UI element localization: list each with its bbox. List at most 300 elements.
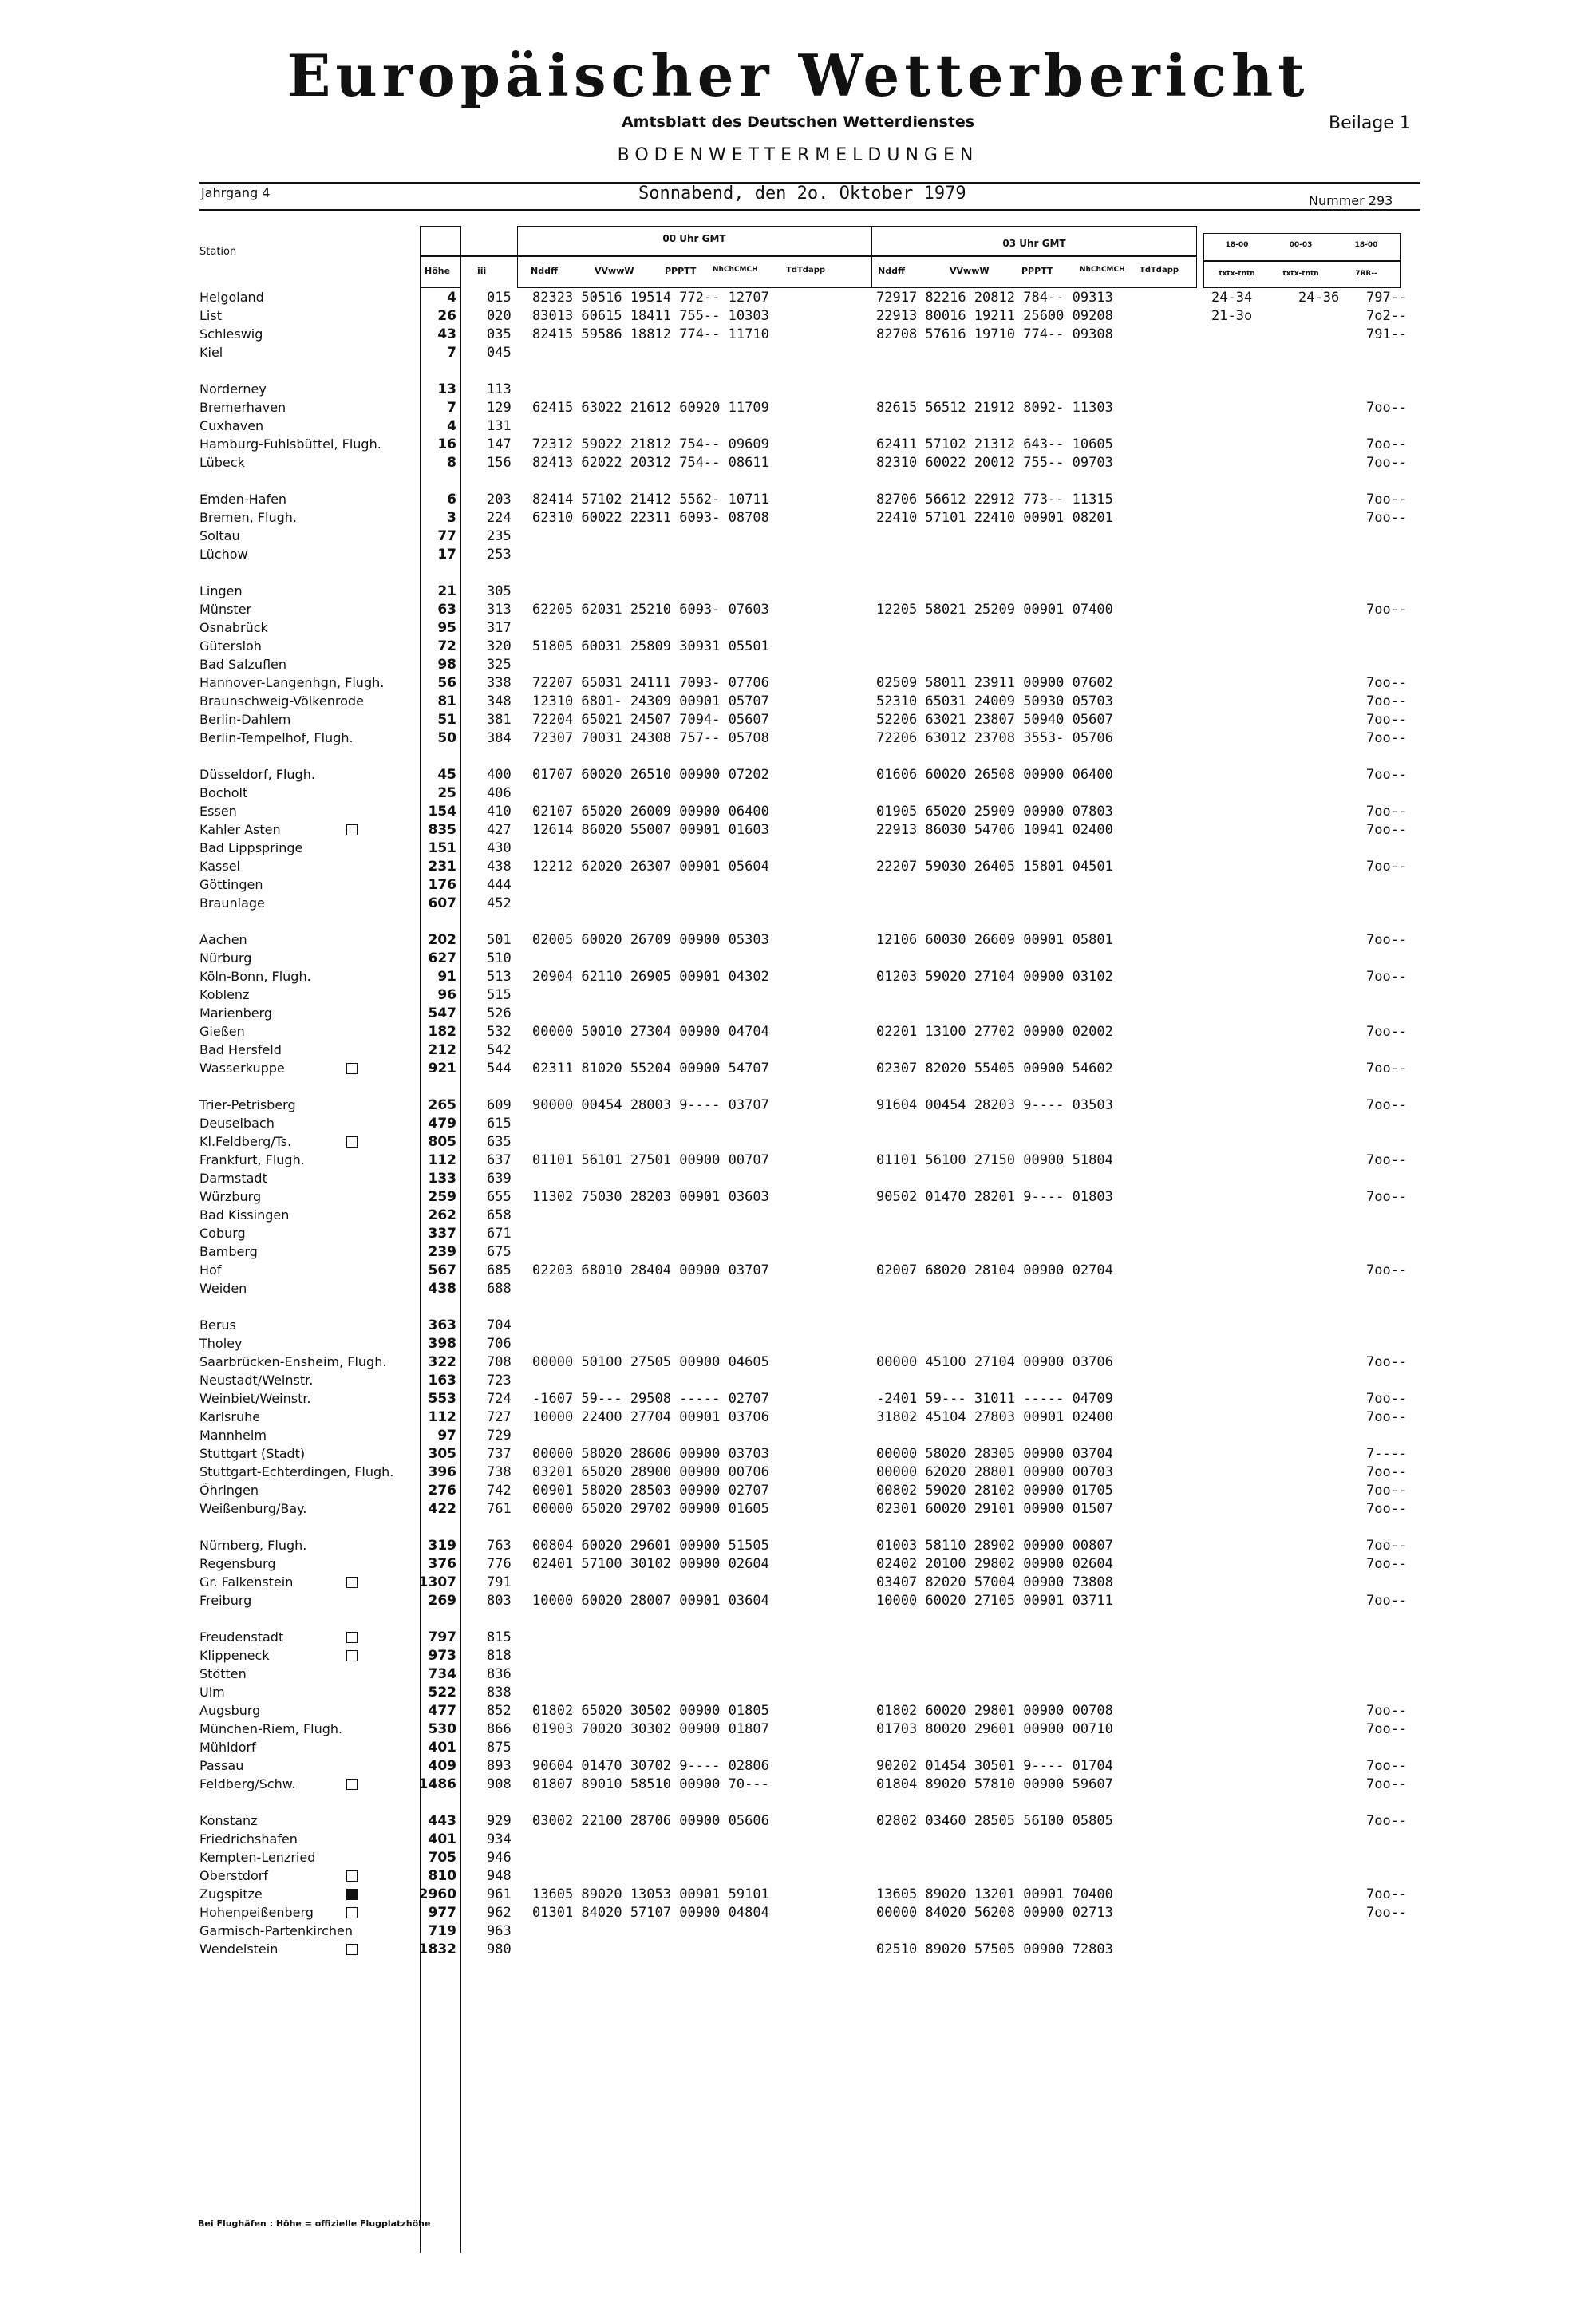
station-code: 430 [487,840,512,856]
station-height: 734 [428,1666,456,1682]
station-height: 231 [428,859,456,875]
station-height: 977 [428,1905,456,1921]
station-code: 317 [487,620,512,636]
issue-number: Nummer 293 [1309,193,1393,208]
station-code: 113 [487,381,512,397]
obs-03utc: 03407 82020 57004 00900 73808 [876,1574,1113,1590]
station-code: 962 [487,1905,512,1921]
obs-03utc: 01804 89020 57810 00900 59607 [876,1776,1113,1792]
obs-00utc: 90000 00454 28003 9---- 03707 [532,1097,769,1113]
station-height: 133 [428,1171,456,1187]
station-height: 530 [428,1721,456,1737]
station-code: 544 [487,1061,512,1076]
station-height: 607 [428,895,456,911]
station-height: 13 [437,381,456,397]
station-code: 893 [487,1758,512,1774]
obs-03utc: 90202 01454 30501 9---- 01704 [876,1758,1113,1774]
station-code: 381 [487,712,512,728]
extra-precip: 7oo-- [1366,436,1408,452]
extra-precip: 7oo-- [1366,1703,1408,1719]
obs-03utc: 12106 60030 26609 00901 05801 [876,932,1113,948]
obs-03utc: 72206 63012 23708 3553- 05706 [876,730,1113,746]
station-code: 727 [487,1409,512,1425]
obs-00utc: 82413 62022 20312 754-- 08611 [532,455,769,471]
station-height: 8 [447,455,456,471]
station-height: 547 [428,1005,456,1021]
station-code: 235 [487,528,512,544]
station-height: 81 [437,693,456,709]
station-name: Stuttgart (Stadt) [200,1446,306,1461]
station-height: 212 [428,1042,456,1058]
obs-03utc: 01203 59020 27104 00900 03102 [876,969,1113,985]
g2-col-pppt: PPPTT [1021,266,1053,276]
station-code: 803 [487,1593,512,1609]
station-name: Tholey [200,1336,243,1351]
station-height: 835 [428,822,456,838]
station-height: 1832 [418,1942,456,1957]
obs-00utc: 12212 62020 26307 00901 05604 [532,859,769,875]
obs-03utc: 82706 56612 22912 773-- 11315 [876,492,1113,508]
open-square-icon [346,1907,358,1918]
header-inner-rule [420,255,1197,257]
extra-precip: 7oo-- [1366,1464,1408,1480]
g2-col-vvwww: VVwwW [950,266,990,276]
station-code: 253 [487,547,512,563]
extra-precip: 7oo-- [1366,1556,1408,1572]
station-code: 406 [487,785,512,801]
station-name: Konstanz [200,1813,258,1828]
obs-00utc: 00000 50100 27505 00900 04605 [532,1354,769,1370]
station-code: 946 [487,1850,512,1866]
station-height: 91 [437,969,456,985]
extra-precip: 797-- [1366,290,1408,306]
station-code: 655 [487,1189,512,1205]
obs-03utc: 01606 60020 26508 00900 06400 [876,767,1113,783]
obs-00utc: 01807 89010 58510 00900 70--- [532,1776,769,1792]
station-name: Kl.Feldberg/Ts. [200,1134,292,1149]
obs-00utc: 72312 59022 21812 754-- 09609 [532,436,769,452]
station-code: 348 [487,693,512,709]
station-code: 675 [487,1244,512,1260]
obs-03utc: 22207 59030 26405 15801 04501 [876,859,1113,875]
extra-precip: 7oo-- [1366,1758,1408,1774]
obs-00utc: 01903 70020 30302 00900 01807 [532,1721,769,1737]
station-name: Helgoland [200,290,264,305]
obs-03utc: 01101 56100 27150 00900 51804 [876,1152,1113,1168]
obs-00utc: 62205 62031 25210 6093- 07603 [532,602,769,618]
station-height: 239 [428,1244,456,1260]
station-name: Garmisch-Partenkirchen [200,1923,354,1938]
station-name: Norderney [200,381,267,397]
station-height: 2960 [418,1886,456,1902]
station-name: Frankfurt, Flugh. [200,1152,305,1167]
station-height: 553 [428,1391,456,1407]
obs-00utc: 10000 60020 28007 00901 03604 [532,1593,769,1609]
station-code: 738 [487,1464,512,1480]
obs-03utc: 00000 62020 28801 00900 00703 [876,1464,1113,1480]
g1-col-dew: TdTdapp [786,266,826,275]
header-extra-inner-rule [1203,260,1401,262]
station-code: 203 [487,492,512,508]
station-height: 396 [428,1464,456,1480]
station-name: Nürnberg, Flugh. [200,1538,307,1553]
station-name: Bremen, Flugh. [200,510,297,525]
station-name: Passau [200,1758,244,1773]
station-name: Hof [200,1262,222,1278]
station-name: Cuxhaven [200,418,264,433]
obs-00utc: 62310 60022 22311 6093- 08708 [532,510,769,526]
station-code: 156 [487,455,512,471]
station-name: Augsburg [200,1703,261,1718]
station-height: 43 [437,326,456,342]
station-code: 875 [487,1740,512,1756]
obs-00utc: 12614 86020 55007 00901 01603 [532,822,769,838]
extra-precip: 7oo-- [1366,1813,1408,1829]
extra-col1-bot: txtx-tntn [1219,270,1255,278]
obs-03utc: 52206 63021 23807 50940 05607 [876,712,1113,728]
beilage: Beilage 1 [1329,113,1411,133]
obs-00utc: 82414 57102 21412 5562- 10711 [532,492,769,508]
station-code: 526 [487,1005,512,1021]
station-height: 97 [437,1428,456,1444]
issue-date: Sonnabend, den 2o. Oktober 1979 [638,184,966,203]
station-code: 724 [487,1391,512,1407]
station-height: 176 [428,877,456,893]
extra-precip: 7oo-- [1366,1354,1408,1370]
station-height: 112 [428,1152,456,1168]
station-name: List [200,308,222,323]
station-code: 838 [487,1685,512,1701]
station-name: Emden-Hafen [200,492,287,507]
station-code: 763 [487,1538,512,1554]
obs-00utc: 82415 59586 18812 774-- 11710 [532,326,769,342]
station-height: 262 [428,1207,456,1223]
obs-03utc: 13605 89020 13201 00901 70400 [876,1886,1113,1902]
obs-00utc: 00000 50010 27304 00900 04704 [532,1024,769,1040]
station-name: Deuselbach [200,1116,275,1131]
extra-precip: 7oo-- [1366,1262,1408,1278]
station-height: 96 [437,987,456,1003]
station-code: 836 [487,1666,512,1682]
station-name: Gr. Falkenstein [200,1574,294,1590]
col-header-iii: iii [477,266,487,276]
station-height: 438 [428,1281,456,1297]
station-height: 398 [428,1336,456,1352]
extra-precip: 7oo-- [1366,1189,1408,1205]
open-square-icon [346,824,358,835]
extra-col3-top: 18-00 [1354,241,1378,249]
obs-03utc: 82615 56512 21912 8092- 11303 [876,400,1113,416]
station-name: Köln-Bonn, Flugh. [200,969,311,984]
col-header-group1: 00 Uhr GMT [662,233,726,244]
station-name: Ulm [200,1685,225,1700]
obs-00utc: 03002 22100 28706 00900 05606 [532,1813,769,1829]
col-header-group2: 03 Uhr GMT [1002,238,1066,249]
station-code: 131 [487,418,512,434]
obs-03utc: -2401 59--- 31011 ----- 04709 [876,1391,1113,1407]
station-name: Düsseldorf, Flugh. [200,767,315,782]
table-rule-right [460,226,461,2253]
station-name: Bad Salzuflen [200,657,287,672]
station-height: 182 [428,1024,456,1040]
extra-precip: 7oo-- [1366,969,1408,985]
station-height: 77 [437,528,456,544]
extra-precip: 7oo-- [1366,1776,1408,1792]
header-rule-bottom [200,209,1420,211]
station-name: Berus [200,1317,236,1333]
obs-03utc: 01003 58110 28902 00900 00807 [876,1538,1113,1554]
station-height: 921 [428,1061,456,1076]
station-code: 961 [487,1886,512,1902]
obs-03utc: 02301 60020 29101 00900 01507 [876,1501,1113,1517]
station-code: 325 [487,657,512,673]
open-square-icon [346,1136,358,1148]
station-name: Bremerhaven [200,400,286,415]
station-code: 685 [487,1262,512,1278]
station-name: Mühldorf [200,1740,256,1755]
station-code: 980 [487,1942,512,1957]
station-name: Lüchow [200,547,248,562]
extra-temp-range-1: 21-3o [1211,308,1253,324]
obs-03utc: 00000 45100 27104 00900 03706 [876,1354,1113,1370]
station-name: Stuttgart-Echterdingen, Flugh. [200,1464,394,1479]
obs-03utc: 62411 57102 21312 643-- 10605 [876,436,1113,452]
obs-00utc: 11302 75030 28203 00901 03603 [532,1189,769,1205]
station-code: 742 [487,1483,512,1499]
station-height: 363 [428,1317,456,1333]
station-code: 609 [487,1097,512,1113]
obs-03utc: 00000 58020 28305 00900 03704 [876,1446,1113,1462]
obs-00utc: 00000 65020 29702 00900 01605 [532,1501,769,1517]
station-height: 50 [437,730,456,746]
station-height: 7 [447,400,456,416]
station-name: Münster [200,602,252,617]
station-name: Braunlage [200,895,265,911]
obs-00utc: 00804 60020 29601 00900 51505 [532,1538,769,1554]
station-code: 737 [487,1446,512,1462]
station-name: Karlsruhe [200,1409,261,1424]
station-name: Essen [200,804,237,819]
station-name: Lübeck [200,455,245,470]
station-height: 202 [428,932,456,948]
station-name: Feldberg/Schw. [200,1776,296,1791]
station-code: 708 [487,1354,512,1370]
obs-00utc: 01707 60020 26510 00900 07202 [532,767,769,783]
station-height: 98 [437,657,456,673]
station-name: Bamberg [200,1244,258,1259]
obs-03utc: 10000 60020 27105 00901 03711 [876,1593,1113,1609]
station-height: 3 [447,510,456,526]
obs-03utc: 02402 20100 29802 00900 02604 [876,1556,1113,1572]
station-name: Bad Lippspringe [200,840,303,855]
station-code: 313 [487,602,512,618]
station-name: Aachen [200,932,247,947]
obs-00utc: 20904 62110 26905 00901 04302 [532,969,769,985]
obs-03utc: 02007 68020 28104 00900 02704 [876,1262,1113,1278]
extra-precip: 7oo-- [1366,1061,1408,1076]
station-height: 705 [428,1850,456,1866]
station-height: 4 [447,418,456,434]
obs-03utc: 01802 60020 29801 00900 00708 [876,1703,1113,1719]
station-name: Marienberg [200,1005,273,1021]
g1-col-pppt: PPPTT [665,266,697,276]
obs-00utc: 02203 68010 28404 00900 03707 [532,1262,769,1278]
extra-precip: 7oo-- [1366,1391,1408,1407]
extra-precip: 7oo-- [1366,455,1408,471]
station-code: 384 [487,730,512,746]
station-name: Neustadt/Weinstr. [200,1373,314,1388]
subtitle: Amtsblatt des Deutschen Wetterdienstes [621,113,975,131]
extra-precip: 7oo-- [1366,400,1408,416]
station-name: Bad Kissingen [200,1207,290,1223]
g1-col-vvwww: VVwwW [595,266,634,276]
station-code: 908 [487,1776,512,1792]
station-code: 438 [487,859,512,875]
obs-00utc: 72307 70031 24308 757-- 05708 [532,730,769,746]
extra-precip: 7oo-- [1366,932,1408,948]
obs-00utc: 90604 01470 30702 9---- 02806 [532,1758,769,1774]
station-code: 866 [487,1721,512,1737]
obs-03utc: 02201 13100 27702 00900 02002 [876,1024,1113,1040]
station-code: 934 [487,1831,512,1847]
station-name: Weißenburg/Bay. [200,1501,307,1516]
station-code: 338 [487,675,512,691]
station-code: 818 [487,1648,512,1664]
station-code: 852 [487,1703,512,1719]
station-code: 542 [487,1042,512,1058]
station-code: 427 [487,822,512,838]
station-code: 706 [487,1336,512,1352]
station-height: 163 [428,1373,456,1388]
station-height: 522 [428,1685,456,1701]
station-name: Klippeneck [200,1648,270,1663]
extra-precip: 7o2-- [1366,308,1408,324]
obs-03utc: 31802 45104 27803 00901 02400 [876,1409,1113,1425]
station-name: Freudenstadt [200,1629,284,1645]
g2-col-clouds: NhChCMCH [1080,266,1125,274]
extra-precip: 7---- [1366,1446,1408,1462]
station-height: 1486 [418,1776,456,1792]
extra-precip: 7oo-- [1366,1721,1408,1737]
station-height: 6 [447,492,456,508]
obs-00utc: 00901 58020 28503 00900 02707 [532,1483,769,1499]
extra-col3-bot: 7RR-- [1355,270,1377,278]
obs-00utc: 02401 57100 30102 00900 02604 [532,1556,769,1572]
g1-col-clouds: NhChCMCH [713,266,758,274]
obs-03utc: 22913 86030 54706 10941 02400 [876,822,1113,838]
station-height: 16 [437,436,456,452]
station-code: 791 [487,1574,512,1590]
open-square-icon [346,1063,358,1074]
station-height: 56 [437,675,456,691]
extra-col2-top: 00-03 [1289,241,1313,249]
station-name: Weinbiet/Weinstr. [200,1391,311,1406]
station-name: Trier-Petrisberg [200,1097,296,1112]
station-code: 688 [487,1281,512,1297]
obs-00utc: 03201 65020 28900 00900 00706 [532,1464,769,1480]
station-name: Wasserkuppe [200,1061,285,1076]
extra-precip: 7oo-- [1366,1501,1408,1517]
station-name: Würzburg [200,1189,262,1204]
station-height: 259 [428,1189,456,1205]
station-height: 269 [428,1593,456,1609]
page-title: Europäischer Wetterbericht [286,41,1310,109]
station-height: 401 [428,1831,456,1847]
station-height: 477 [428,1703,456,1719]
obs-03utc: 02509 58011 23911 00900 07602 [876,675,1113,691]
extra-precip: 7oo-- [1366,1152,1408,1168]
extra-precip: 7oo-- [1366,602,1408,618]
filled-square-icon [346,1889,358,1900]
station-name: Stötten [200,1666,247,1681]
station-name: Gütersloh [200,638,262,654]
extra-temp-range-1: 24-34 [1211,290,1253,306]
obs-00utc: 62415 63022 21612 60920 11709 [532,400,769,416]
extra-precip: 7oo-- [1366,804,1408,820]
station-code: 635 [487,1134,512,1150]
station-height: 25 [437,785,456,801]
station-code: 615 [487,1116,512,1132]
station-height: 4 [447,290,456,306]
station-code: 320 [487,638,512,654]
station-code: 658 [487,1207,512,1223]
extra-precip: 791-- [1366,326,1408,342]
station-code: 532 [487,1024,512,1040]
obs-00utc: 13605 89020 13053 00901 59101 [532,1886,769,1902]
obs-03utc: 01905 65020 25909 00900 07803 [876,804,1113,820]
station-code: 776 [487,1556,512,1572]
jahrgang: Jahrgang 4 [201,185,271,200]
station-height: 276 [428,1483,456,1499]
extra-precip: 7oo-- [1366,1409,1408,1425]
station-name: Schleswig [200,326,263,342]
station-height: 376 [428,1556,456,1572]
extra-temp-range-2: 24-36 [1298,290,1340,306]
station-code: 929 [487,1813,512,1829]
obs-03utc: 02307 82020 55405 00900 54602 [876,1061,1113,1076]
station-height: 479 [428,1116,456,1132]
station-name: Weiden [200,1281,247,1296]
station-code: 815 [487,1629,512,1645]
extra-col2-bot: txtx-tntn [1282,270,1319,278]
obs-00utc: 10000 22400 27704 00901 03706 [532,1409,769,1425]
extra-precip: 7oo-- [1366,767,1408,783]
obs-00utc: 51805 60031 25809 30931 05501 [532,638,769,654]
obs-00utc: 01101 56101 27501 00900 00707 [532,1152,769,1168]
station-code: 515 [487,987,512,1003]
station-name: Zugspitze [200,1886,263,1902]
extra-col1-top: 18-00 [1225,241,1249,249]
open-square-icon [346,1779,358,1790]
open-square-icon [346,1870,358,1882]
station-name: München-Riem, Flugh. [200,1721,343,1736]
station-height: 265 [428,1097,456,1113]
station-height: 319 [428,1538,456,1554]
obs-00utc: 12310 6801- 24309 00901 05707 [532,693,769,709]
station-height: 973 [428,1648,456,1664]
station-height: 51 [437,712,456,728]
obs-03utc: 90502 01470 28201 9---- 01803 [876,1189,1113,1205]
extra-precip: 7oo-- [1366,510,1408,526]
station-name: Kahler Asten [200,822,281,837]
station-height: 422 [428,1501,456,1517]
obs-03utc: 00000 84020 56208 00900 02713 [876,1905,1113,1921]
obs-00utc: 82323 50516 19514 772-- 12707 [532,290,769,306]
station-height: 1307 [418,1574,456,1590]
open-square-icon [346,1632,358,1643]
station-code: 020 [487,308,512,324]
station-name: Freiburg [200,1593,252,1608]
